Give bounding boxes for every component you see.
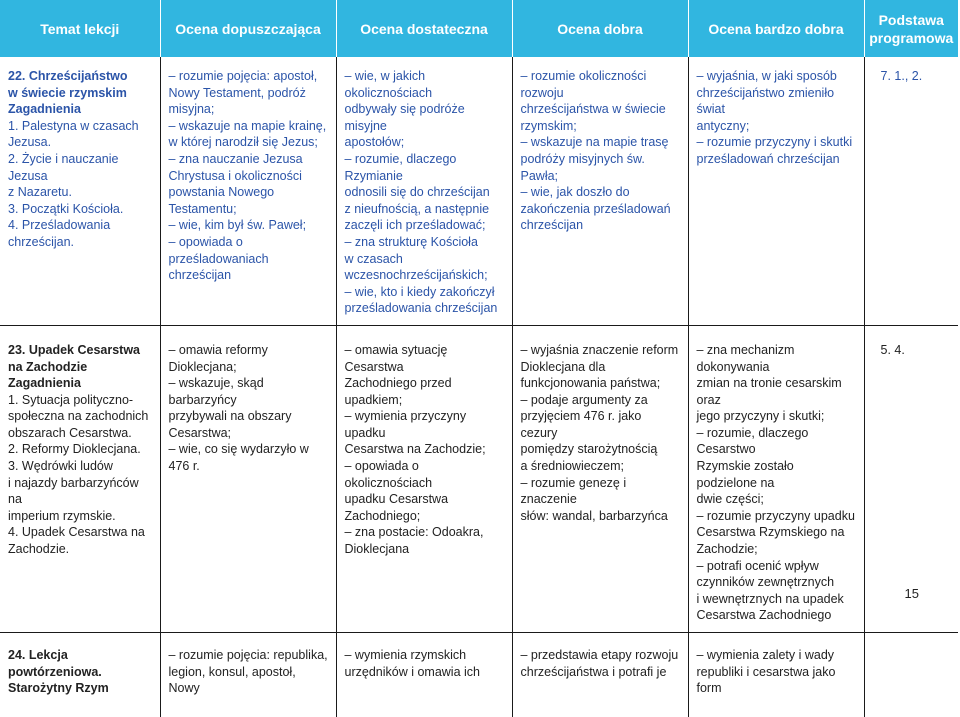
dopuszczajaca-cell: – rozumie pojęcia: republika, legion, konsul, apostoł, Nowy — [160, 633, 336, 717]
header-podstawa: Podstawa programowa — [864, 0, 958, 57]
podstawa-cell: 7. 1., 2. — [864, 57, 958, 325]
header-bardzo-dobra: Ocena bardzo dobra — [688, 0, 864, 57]
header-dostateczna: Ocena dostateczna — [336, 0, 512, 57]
dopuszczajaca-cell: – omawia reformy Dioklecjana; – wskazuje, skąd barbarzyńcy przybywali na obszary Cesarstwa; – wie, co się wydarzyło w 476 r. — [160, 325, 336, 632]
table-row — [0, 325, 958, 632]
podstawa-cell — [864, 633, 958, 717]
topic-cell: 23. Upadek Cesarstwa na Zachodzie Zagadnienia 1. Sytuacja polityczno- społeczna na zachodnich obszarach Cesarstwa. 2. Reformy Dioklecjana. 3. Wędrówki ludów i najazdy barbarzyńców na imperium rzymskie. 4. Upadek Cesarstwa na Zachodzie. — [0, 325, 160, 632]
dobra-cell: – przedstawia etapy rozwoju chrześcijaństwa i potrafi je — [512, 633, 688, 717]
bardzo-dobra-cell: – zna mechanizm dokonywania zmian na tronie cesarskim oraz jego przyczyny i skutki; – rozumie, dlaczego Cesarstwo Rzymskie zostało podzielone na dwie części; – rozumie przyczyny upadku Cesarstwa Rzymskiego na Zachodzie; – potrafi ocenić wpływ czynników zewnętrznych i wewnętrznych na upadek Cesarstwa Zachodniego — [688, 325, 864, 632]
dopuszczajaca-cell: – rozumie pojęcia: apostoł, Nowy Testament, podróż misyjna; – wskazuje na mapie krainę, w której narodził się Jezus; – zna nauczanie Jezusa Chrystusa i okoliczności powstania Nowego Testamentu; – wie, kim był św. Paweł; – opowiada o prześladowaniach chrześcijan — [160, 57, 336, 325]
topic-cell: 22. Chrześcijaństwo w świecie rzymskim Zagadnienia 1. Palestyna w czasach Jezusa. 2. Życie i nauczanie Jezusa z Nazaretu. 3. Początki Kościoła. 4. Prześladowania chrześcijan. — [0, 57, 160, 325]
podstawa-cell: 5. 4. — [864, 325, 958, 632]
bardzo-dobra-cell: – wyjaśnia, w jaki sposób chrześcijaństwo zmieniło świat antyczny; – rozumie przyczyny i skutki prześladowań chrześcijan — [688, 57, 864, 325]
header-dopuszczajaca: Ocena dopuszczająca — [160, 0, 336, 57]
header-dobra: Ocena dobra — [512, 0, 688, 57]
dostateczna-cell: – wymienia rzymskich urzędników i omawia ich — [336, 633, 512, 717]
dobra-cell: – rozumie okoliczności rozwoju chrześcijaństwa w świecie rzymskim; – wskazuje na mapie trasę podróży misyjnych św. Pawła; – wie, jak doszło do zakończenia prześladowań chrześcijan — [512, 57, 688, 325]
topic-cell: 24. Lekcja powtórzeniowa. Starożytny Rzym — [0, 633, 160, 717]
table-row — [0, 633, 958, 717]
dobra-cell: – wyjaśnia znaczenie reform Dioklecjana dla funkcjonowania państwa; – podaje argumenty za przyjęciem 476 r. jako cezury pomiędzy starożytnością a średniowieczem; – rozumie genezę i znaczenie słów: wandal, barbarzyńca — [512, 325, 688, 632]
header-temat: Temat lekcji — [0, 0, 160, 57]
bardzo-dobra-cell: – wymienia zalety i wady republiki i cesarstwa jako form — [688, 633, 864, 717]
dostateczna-cell: – wie, w jakich okolicznościach odbywały się podróże misyjne apostołów; – rozumie, dlaczego Rzymianie odnosili się do chrześcijan z nieufnością, a następnie zaczęli ich prześladować; – zna strukturę Kościoła w czasach wczesnochrześcijańskich; – wie, kto i kiedy zakończył prześladowania chrześcijan — [336, 57, 512, 325]
header-row — [0, 0, 958, 57]
table-row — [0, 57, 958, 325]
page-number: 15 — [905, 586, 919, 601]
dostateczna-cell: – omawia sytuację Cesarstwa Zachodniego przed upadkiem; – wymienia przyczyny upadku Cesarstwa na Zachodzie; – opowiada o okolicznościach upadku Cesarstwa Zachodniego; – zna postacie: Odoakra, Dioklecjana — [336, 325, 512, 632]
